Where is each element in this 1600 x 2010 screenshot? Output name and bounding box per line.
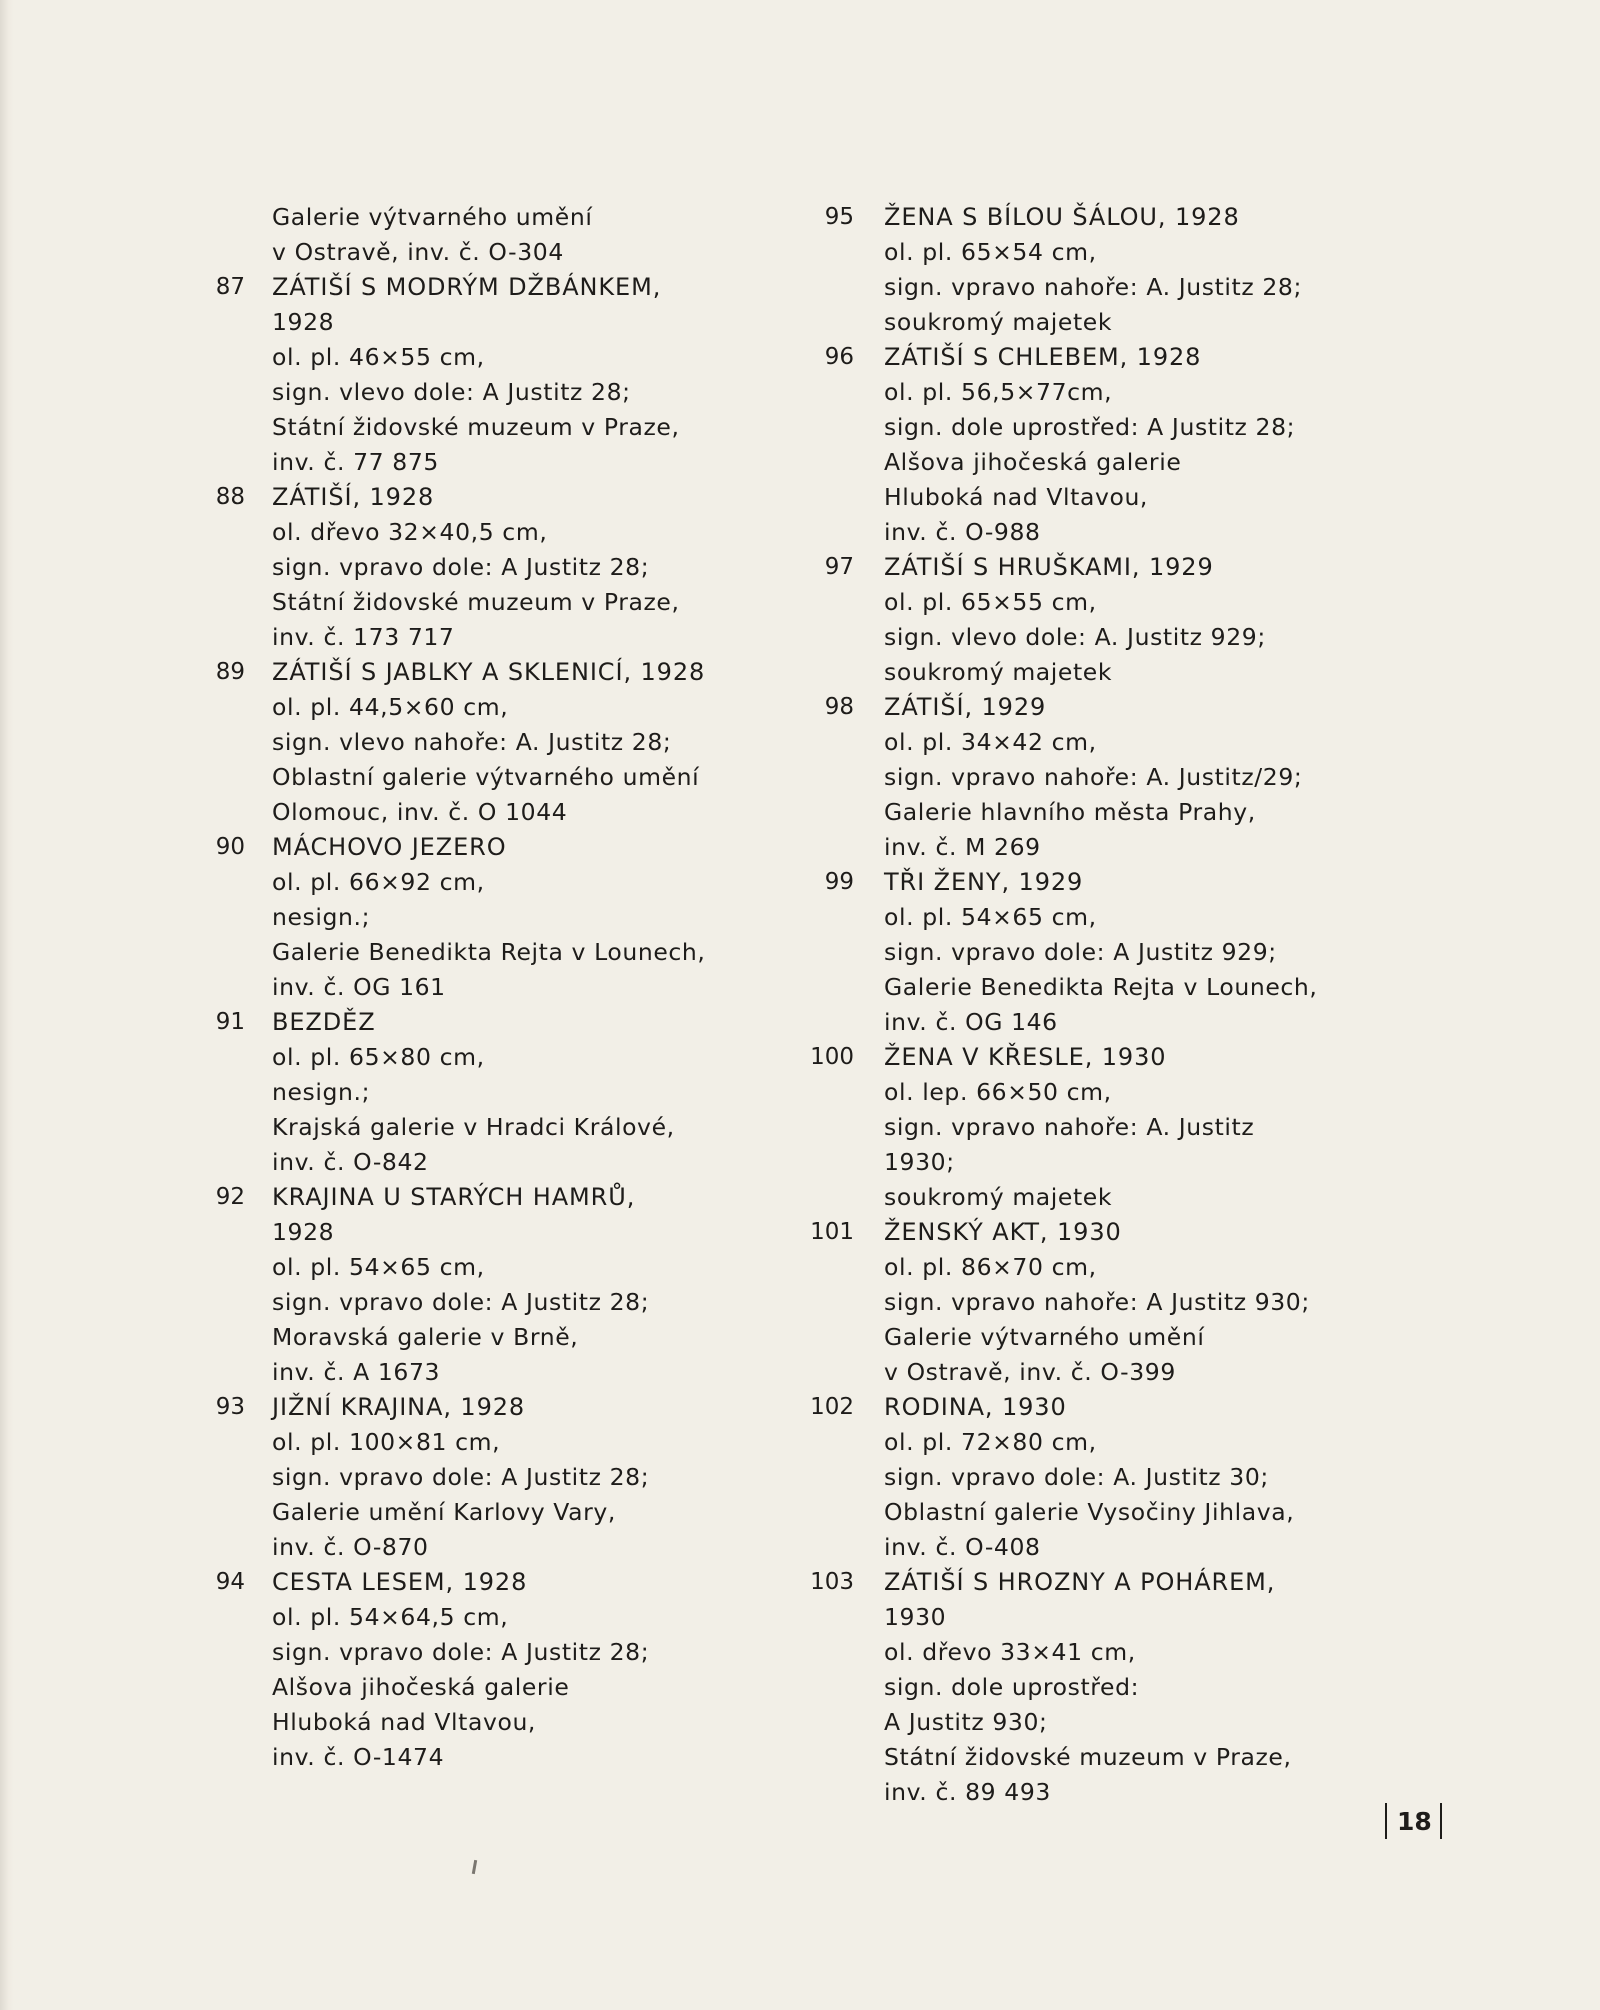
entry-line: ol. pl. 65×80 cm, (272, 1043, 485, 1071)
entry-title: ZÁTIŠÍ, 1928 (272, 483, 435, 511)
entry-line: Hluboká nad Vltavou, (884, 483, 1149, 511)
entry-number: 100 (810, 1044, 854, 1070)
entry-number: 91 (215, 1009, 245, 1035)
entry-line: sign. dole uprostřed: (884, 1673, 1140, 1701)
catalogue-entry-92 (205, 1180, 805, 1390)
entry-line: inv. č. O-408 (884, 1533, 1041, 1561)
entry-number: 87 (215, 274, 245, 300)
entry-line: 1928 (272, 1218, 335, 1246)
catalogue-entry-87 (205, 270, 805, 480)
entry-line: inv. č. 89 493 (884, 1778, 1051, 1806)
entry-title: CESTA LESEM, 1928 (272, 1568, 528, 1596)
entry-line: sign. vpravo nahoře: A. Justitz (884, 1113, 1255, 1141)
entry-title: ZÁTIŠÍ S HRUŠKAMI, 1929 (884, 553, 1214, 581)
entry-line: Galerie výtvarného umění (884, 1323, 1205, 1351)
entry-line: ol. lep. 66×50 cm, (884, 1078, 1112, 1106)
entry-number: 90 (215, 834, 245, 860)
entry-line: Galerie výtvarného umění (272, 203, 593, 231)
catalogue-entry-96 (800, 340, 1360, 550)
entry-line: sign. vpravo dole: A Justitz 28; (272, 1288, 650, 1316)
entry-title: BEZDĚZ (272, 1008, 376, 1036)
entry-number: 93 (215, 1394, 245, 1420)
entry-line: Galerie umění Karlovy Vary, (272, 1498, 616, 1526)
entry-line: Státní židovské muzeum v Praze, (884, 1743, 1292, 1771)
catalogue-entry-100 (800, 1040, 1360, 1215)
entry-line: sign. vpravo dole: A Justitz 28; (272, 1463, 650, 1491)
entry-title: ZÁTIŠÍ S JABLKY A SKLENICÍ, 1928 (272, 658, 706, 686)
entry-number: 95 (824, 204, 854, 230)
entry-line: inv. č. O-1474 (272, 1743, 445, 1771)
entry-line: Oblastní galerie výtvarného umění (272, 763, 700, 791)
entry-line: ol. pl. 100×81 cm, (272, 1428, 501, 1456)
entry-line: ol. pl. 34×42 cm, (884, 728, 1097, 756)
entry-line: inv. č. M 269 (884, 833, 1041, 861)
entry-line: ol. pl. 56,5×77cm, (884, 378, 1113, 406)
entry-line: inv. č. OG 161 (272, 973, 446, 1001)
entry-line: ol. dřevo 32×40,5 cm, (272, 518, 548, 546)
entry-line: sign. vlevo dole: A. Justitz 929; (884, 623, 1266, 651)
entry-line: sign. vpravo dole: A Justitz 929; (884, 938, 1277, 966)
entry-line: soukromý majetek (884, 1183, 1113, 1211)
entry-number: 88 (215, 484, 245, 510)
entry-line: sign. vpravo nahoře: A Justitz 930; (884, 1288, 1310, 1316)
entry-line: sign. vpravo dole: A Justitz 28; (272, 1638, 650, 1666)
entry-line: Státní židovské muzeum v Praze, (272, 413, 680, 441)
entry-line: Oblastní galerie Vysočiny Jihlava, (884, 1498, 1295, 1526)
entry-number: 103 (810, 1569, 854, 1595)
left-column (205, 200, 805, 1775)
entry-line: ol. pl. 65×55 cm, (884, 588, 1097, 616)
entry-line: soukromý majetek (884, 658, 1113, 686)
catalogue-entry-93 (205, 1390, 805, 1565)
entry-line: ol. pl. 66×92 cm, (272, 868, 485, 896)
catalogue-entry-103 (800, 1565, 1360, 1810)
entry-line: inv. č. 173 717 (272, 623, 455, 651)
entry-line: A Justitz 930; (884, 1708, 1048, 1736)
catalogue-entry-94 (205, 1565, 805, 1775)
entry-line: Hluboká nad Vltavou, (272, 1708, 537, 1736)
entry-line: inv. č. O-988 (884, 518, 1041, 546)
catalogue-entry-102 (800, 1390, 1360, 1565)
catalogue-entry-91 (205, 1005, 805, 1180)
entry-line: sign. vpravo dole: A. Justitz 30; (884, 1463, 1269, 1491)
entry-title: RODINA, 1930 (884, 1393, 1067, 1421)
entry-line: inv. č. 77 875 (272, 448, 439, 476)
entry-line: soukromý majetek (884, 308, 1113, 336)
entry-line: ol. pl. 46×55 cm, (272, 343, 485, 371)
entry-number: 94 (215, 1569, 245, 1595)
entry-line: ol. pl. 86×70 cm, (884, 1253, 1097, 1281)
page-number-bar-right (1440, 1803, 1442, 1839)
entry-line: inv. č. A 1673 (272, 1358, 441, 1386)
entry-title: ŽENA S BÍLOU ŠÁLOU, 1928 (884, 203, 1240, 231)
stray-mark (472, 1860, 477, 1874)
catalogue-entry-95 (800, 200, 1360, 340)
entry-title: ZÁTIŠÍ S MODRÝM DŽBÁNKEM, (272, 273, 662, 301)
entry-line: Galerie hlavního města Prahy, (884, 798, 1256, 826)
entry-number: 102 (810, 1394, 854, 1420)
catalogue-entry-89 (205, 655, 805, 830)
entry-number: 96 (824, 344, 854, 370)
entry-line: Galerie Benedikta Rejta v Lounech, (884, 973, 1318, 1001)
entry-line: Galerie Benedikta Rejta v Lounech, (272, 938, 706, 966)
entry-number: 92 (215, 1184, 245, 1210)
entry-line: ol. pl. 65×54 cm, (884, 238, 1097, 266)
page-number-bar-left (1385, 1803, 1387, 1839)
entry-line: sign. dole uprostřed: A Justitz 28; (884, 413, 1296, 441)
entry-line: v Ostravě, inv. č. O-304 (272, 238, 564, 266)
entry-line: 1928 (272, 308, 335, 336)
entry-line: inv. č. OG 146 (884, 1008, 1058, 1036)
catalogue-entry-97 (800, 550, 1360, 690)
entry-line: v Ostravě, inv. č. O-399 (884, 1358, 1176, 1386)
entry-line: ol. pl. 54×65 cm, (272, 1253, 485, 1281)
entry-line: Státní židovské muzeum v Praze, (272, 588, 680, 616)
entry-line: 1930; (884, 1148, 955, 1176)
entry-line: Alšova jihočeská galerie (884, 448, 1182, 476)
entry-line: sign. vpravo dole: A Justitz 28; (272, 553, 650, 581)
page-number: 18 (1397, 1807, 1432, 1836)
entry-line: inv. č. O-842 (272, 1148, 429, 1176)
entry-line: Moravská galerie v Brně, (272, 1323, 579, 1351)
continuation-entry (205, 200, 805, 270)
entry-title: ŽENA V KŘESLE, 1930 (884, 1043, 1167, 1071)
entry-number: 101 (810, 1219, 854, 1245)
entry-line: sign. vpravo nahoře: A. Justitz 28; (884, 273, 1302, 301)
entry-line: ol. pl. 72×80 cm, (884, 1428, 1097, 1456)
catalogue-entry-88 (205, 480, 805, 655)
entry-line: Krajská galerie v Hradci Králové, (272, 1113, 675, 1141)
entry-title: ZÁTIŠÍ S CHLEBEM, 1928 (884, 343, 1202, 371)
entry-number: 97 (824, 554, 854, 580)
catalogue-entry-90 (205, 830, 805, 1005)
entry-number: 89 (215, 659, 245, 685)
entry-line: ol. dřevo 33×41 cm, (884, 1638, 1136, 1666)
catalogue-entry-99 (800, 865, 1360, 1040)
entry-line: nesign.; (272, 903, 371, 931)
entry-line: inv. č. O-870 (272, 1533, 429, 1561)
catalogue-entry-101 (800, 1215, 1360, 1390)
entry-line: ol. pl. 44,5×60 cm, (272, 693, 509, 721)
entry-title: KRAJINA U STARÝCH HAMRŮ, (272, 1183, 636, 1211)
entry-line: 1930 (884, 1603, 947, 1631)
catalogue-entry-98 (800, 690, 1360, 865)
entry-number: 99 (824, 869, 854, 895)
entry-line: sign. vlevo nahoře: A. Justitz 28; (272, 728, 672, 756)
page-edge-shadow (0, 0, 14, 2010)
right-column (800, 200, 1360, 1810)
entry-title: ZÁTIŠÍ S HROZNY A POHÁREM, (884, 1568, 1276, 1596)
entry-line: Alšova jihočeská galerie (272, 1673, 570, 1701)
entry-title: TŘI ŽENY, 1929 (884, 868, 1084, 896)
entry-title: MÁCHOVO JEZERO (272, 833, 507, 861)
entry-title: ŽENSKÝ AKT, 1930 (884, 1218, 1122, 1246)
entry-line: nesign.; (272, 1078, 371, 1106)
entry-line: sign. vlevo dole: A Justitz 28; (272, 378, 631, 406)
entry-line: sign. vpravo nahoře: A. Justitz/29; (884, 763, 1303, 791)
entry-title: ZÁTIŠÍ, 1929 (884, 693, 1047, 721)
entry-line: Olomouc, inv. č. O 1044 (272, 798, 568, 826)
entry-number: 98 (824, 694, 854, 720)
entry-title: JIŽNÍ KRAJINA, 1928 (272, 1393, 526, 1421)
entry-line: ol. pl. 54×65 cm, (884, 903, 1097, 931)
entry-line: ol. pl. 54×64,5 cm, (272, 1603, 509, 1631)
